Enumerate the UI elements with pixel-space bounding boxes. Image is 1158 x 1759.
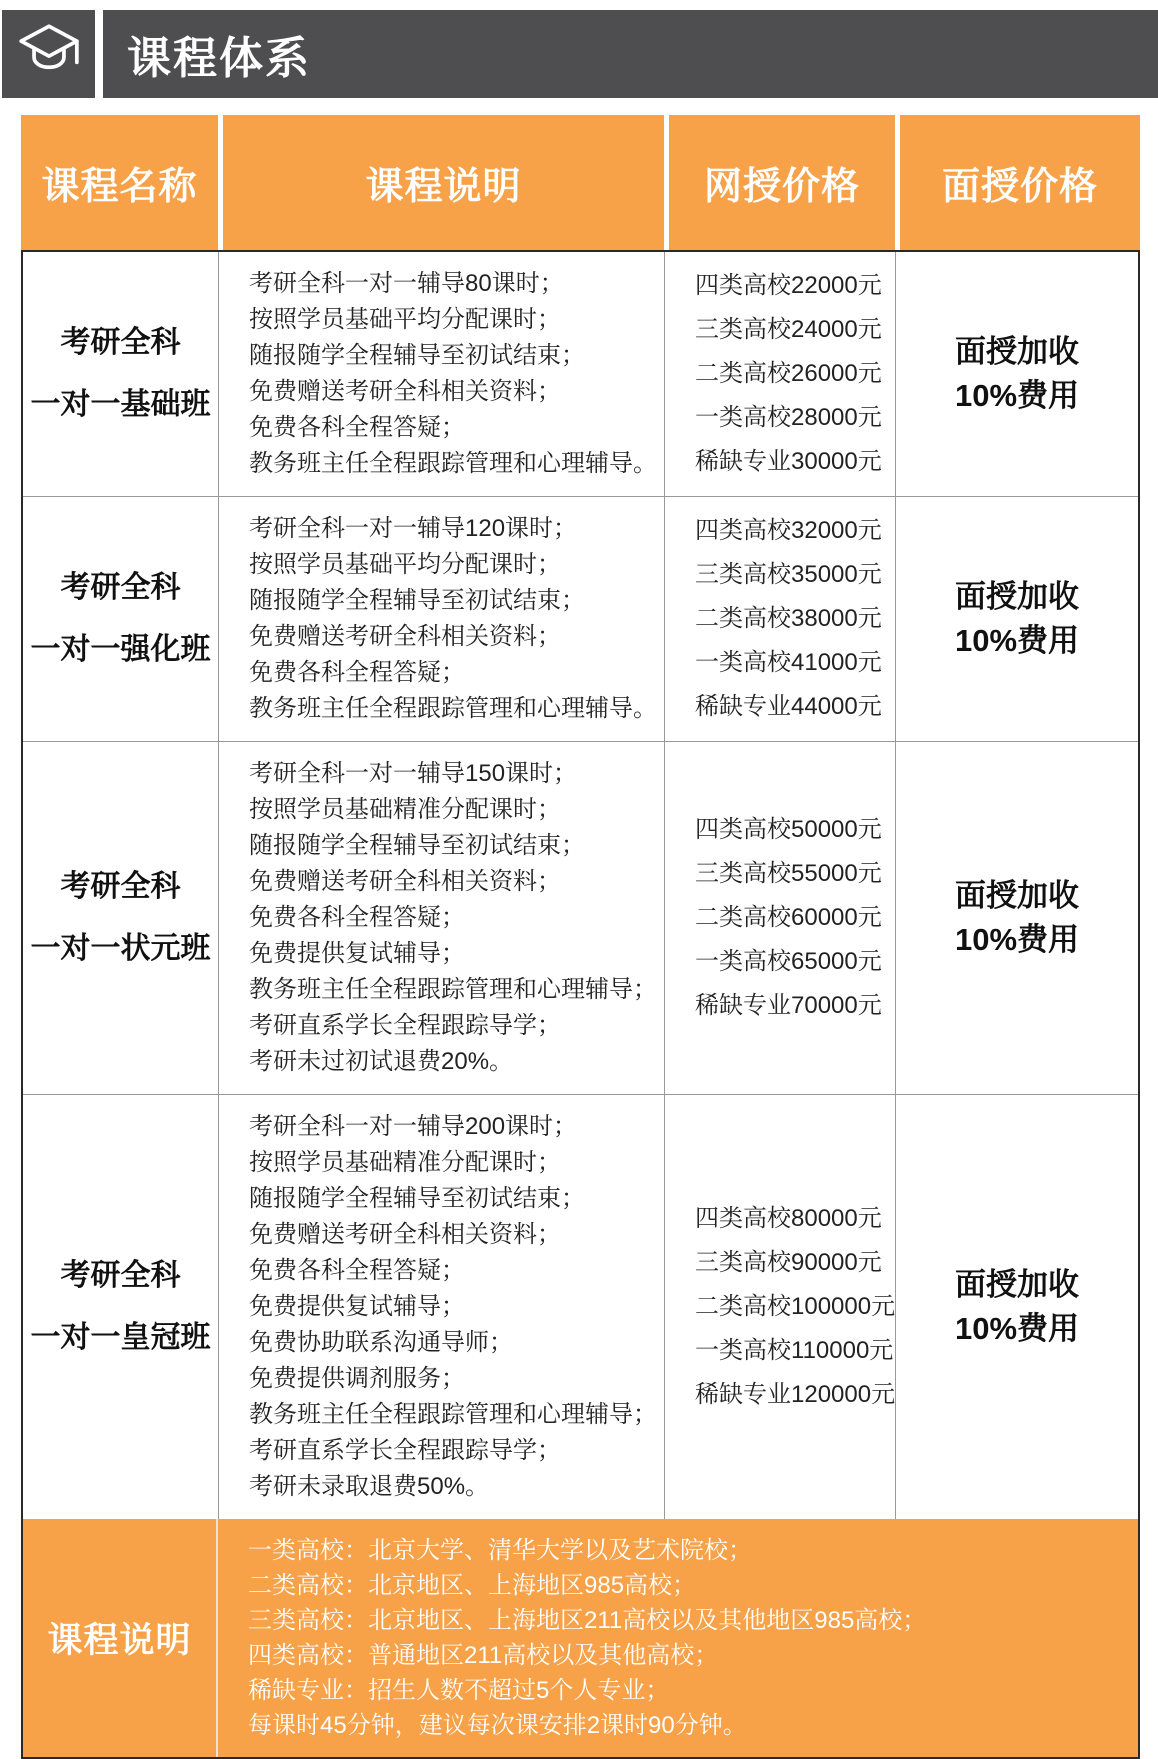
column-header-course-name: 课程名称 [21, 115, 218, 250]
table-footer-row [23, 1519, 1138, 1757]
text-line: 考研全科 [60, 870, 181, 903]
course-description [218, 497, 664, 741]
online-price-list [664, 1095, 895, 1519]
text-line: 免费各科全程答疑； [249, 1257, 465, 1284]
text-line: 随报随学全程辅导至初试结束； [249, 342, 585, 369]
page-title: 课程体系 [127, 34, 311, 83]
column-header-course-description: 课程说明 [218, 115, 664, 250]
course-name [23, 252, 218, 496]
text-line: 免费各科全程答疑； [249, 904, 465, 931]
graduation-cap-icon [16, 20, 82, 89]
text-line: 免费提供复试辅导； [249, 940, 465, 967]
offline-price [895, 1095, 1138, 1519]
text-line: 稀缺专业：招生人数不超过5个人专业； [248, 1677, 670, 1704]
page-header [0, 10, 1158, 98]
offline-price [895, 497, 1138, 741]
course-name [23, 1095, 218, 1519]
online-price-list [664, 252, 895, 496]
table-row-crown-class [23, 1095, 1138, 1519]
footer-notes [218, 1519, 1138, 1757]
text-line: 教务班主任全程跟踪管理和心理辅导； [249, 976, 657, 1003]
footer-label: 课程说明 [23, 1519, 218, 1757]
text-line: 一类高校65000元 [695, 948, 882, 975]
text-line: 四类高校80000元 [695, 1205, 882, 1232]
course-name [23, 742, 218, 1094]
offline-price [895, 742, 1138, 1094]
text-line: 10%费用 [954, 1311, 1080, 1346]
text-line: 免费赠送考研全科相关资料； [249, 868, 561, 895]
text-line: 考研直系学长全程跟踪导学； [249, 1437, 561, 1464]
text-line: 教务班主任全程跟踪管理和心理辅导。 [249, 695, 657, 722]
text-line: 随报随学全程辅导至初试结束； [249, 587, 585, 614]
course-description [218, 252, 664, 496]
text-line: 二类高校26000元 [695, 360, 882, 387]
text-line: 每课时45分钟，建议每次课安排2课时90分钟。 [248, 1712, 747, 1739]
course-table [21, 115, 1140, 1759]
logo-box [2, 10, 95, 98]
column-header-offline-price: 面授价格 [895, 115, 1140, 250]
text-line: 面授加收 [955, 1267, 1079, 1302]
text-line: 随报随学全程辅导至初试结束； [249, 832, 585, 859]
table-row-basic-class [23, 252, 1138, 497]
text-line: 二类高校：北京地区、上海地区985高校； [248, 1572, 697, 1599]
text-line: 一对一强化班 [30, 633, 211, 666]
text-line: 考研全科一对一辅导120课时； [249, 515, 578, 542]
table-header-row [21, 115, 1140, 250]
text-line: 四类高校22000元 [695, 272, 882, 299]
text-line: 免费协助联系沟通导师； [249, 1329, 513, 1356]
text-line: 免费各科全程答疑； [249, 659, 465, 686]
text-line: 一对一状元班 [30, 932, 211, 965]
text-line: 考研全科一对一辅导80课时； [249, 270, 564, 297]
text-line: 稀缺专业30000元 [695, 448, 882, 475]
course-name [23, 497, 218, 741]
text-line: 考研全科一对一辅导200课时； [249, 1113, 578, 1140]
text-line: 二类高校38000元 [695, 605, 882, 632]
text-line: 稀缺专业44000元 [695, 693, 882, 720]
text-line: 考研全科 [60, 571, 181, 604]
text-line: 三类高校24000元 [695, 316, 882, 343]
text-line: 随报随学全程辅导至初试结束； [249, 1185, 585, 1212]
text-line: 免费赠送考研全科相关资料； [249, 378, 561, 405]
text-line: 一对一皇冠班 [30, 1321, 211, 1354]
text-line: 考研全科 [60, 326, 181, 359]
course-description [218, 1095, 664, 1519]
text-line: 按照学员基础精准分配课时； [249, 1149, 561, 1176]
text-line: 考研直系学长全程跟踪导学； [249, 1012, 561, 1039]
column-header-online-price: 网授价格 [664, 115, 895, 250]
table-row-champion-class [23, 742, 1138, 1095]
text-line: 免费赠送考研全科相关资料； [249, 1221, 561, 1248]
offline-price [895, 252, 1138, 496]
text-line: 二类高校60000元 [695, 904, 882, 931]
text-line: 考研未过初试退费20%。 [249, 1048, 514, 1075]
online-price-list [664, 742, 895, 1094]
online-price-list [664, 497, 895, 741]
text-line: 一类高校41000元 [695, 649, 882, 676]
table-row-intensive-class [23, 497, 1138, 742]
text-line: 教务班主任全程跟踪管理和心理辅导； [249, 1401, 657, 1428]
text-line: 10%费用 [954, 922, 1080, 957]
text-line: 按照学员基础平均分配课时； [249, 306, 561, 333]
text-line: 一对一基础班 [30, 388, 211, 421]
text-line: 二类高校100000元 [695, 1293, 896, 1320]
text-line: 考研未录取退费50%。 [249, 1473, 490, 1500]
course-description [218, 742, 664, 1094]
text-line: 稀缺专业120000元 [695, 1381, 896, 1408]
text-line: 免费各科全程答疑； [249, 414, 465, 441]
text-line: 免费提供复试辅导； [249, 1293, 465, 1320]
text-line: 面授加收 [955, 334, 1079, 369]
text-line: 按照学员基础平均分配课时； [249, 551, 561, 578]
text-line: 按照学员基础精准分配课时； [249, 796, 561, 823]
text-line: 四类高校32000元 [695, 517, 882, 544]
text-line: 四类高校：普通地区211高校以及其他高校； [248, 1642, 719, 1669]
text-line: 10%费用 [954, 623, 1080, 658]
text-line: 三类高校55000元 [695, 860, 882, 887]
text-line: 稀缺专业70000元 [695, 992, 882, 1019]
text-line: 三类高校：北京地区、上海地区211高校以及其他地区985高校； [248, 1607, 927, 1634]
text-line: 面授加收 [955, 878, 1079, 913]
text-line: 考研全科 [60, 1259, 181, 1292]
text-line: 三类高校90000元 [695, 1249, 882, 1276]
text-line: 一类高校28000元 [695, 404, 882, 431]
text-line: 面授加收 [955, 579, 1079, 614]
text-line: 四类高校50000元 [695, 816, 882, 843]
text-line: 10%费用 [954, 378, 1080, 413]
table-body [21, 250, 1140, 1759]
text-line: 免费提供调剂服务； [249, 1365, 465, 1392]
text-line: 一类高校110000元 [695, 1337, 894, 1364]
text-line: 考研全科一对一辅导150课时； [249, 760, 578, 787]
text-line: 一类高校：北京大学、清华大学以及艺术院校； [248, 1537, 752, 1564]
text-line: 教务班主任全程跟踪管理和心理辅导。 [249, 450, 657, 477]
title-bar [103, 10, 1158, 98]
text-line: 免费赠送考研全科相关资料； [249, 623, 561, 650]
text-line: 三类高校35000元 [695, 561, 882, 588]
